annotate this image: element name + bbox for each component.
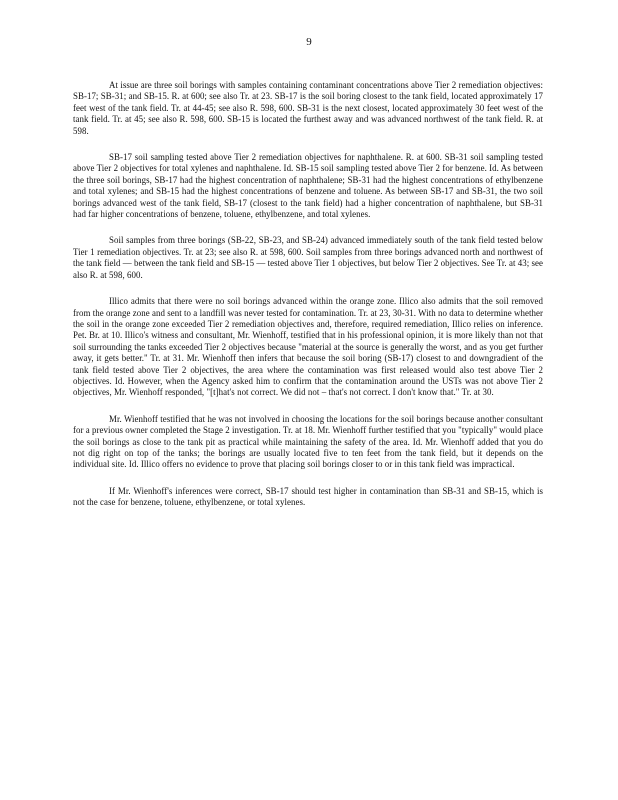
paragraph-inferences: If Mr. Wienhoff's inferences were correct, SB-17 should test higher in contamination than SB-31 and SB-15, which is not the case for benzene, toluene, ethylbenzene, or total xylenes. (73, 485, 543, 508)
body-text (73, 80, 543, 509)
paragraph-sampling-results: SB-17 soil sampling tested above Tier 2 remediation objectives for naphthalene. R. at 600. SB-31 soil sampling tested above Tier 2 objectives for total xylenes and naphthalene. Id. SB-15 soil sampling tested above Tier 2 for benzene. Id. As between the three soil borings, SB-17 had the highest concentration of naphthalene; SB-31 had the highest concentrations of ethylbenzene and total xylenes; and SB-15 had the highest concentrations of benzene and toluene. As between SB-17 and SB-31, the two soil borings advanced west of the tank field, SB-17 (closest to the tank field) had a higher concentration of naphthalene, but SB-31 had far higher concentrations of benzene, toluene, ethylbenzene, and total xylenes. (73, 152, 543, 220)
paragraph-orange-zone: Illico admits that there were no soil borings advanced within the orange zone. Illico also admits that the soil removed from the orange zone and sent to a landfill was never tested for contamination. Tr. at 23, 30-31. With no data to determine whether the soil in the orange zone exceeded Tier 2 remediation objectives and, therefore, required remediation, Illico relies on inference. Pet. Br. at 10. Illico's witness and consultant, Mr. Wienhoff, testified that in his professional opinion, it is more likely than not that soil surrounding the tanks exceeded Tier 2 objectives because "material at the source is generally the worst, and as you get further away, it gets better." Tr. at 31. Mr. Wienhoff then infers that because the soil boring (SB-17) closest to and downgradient of the tank field tested above Tier 2 objectives, the area where the contamination was first released would also test above Tier 2 objectives. Id. However, when the Agency asked him to confirm that the contamination around the USTs was not above Tier 2 objectives, Mr. Wienhoff responded, "[t]hat's not correct. We did not – that's not correct. I don't know that." Tr. at 30. (73, 296, 543, 398)
paragraph-other-borings: Soil samples from three borings (SB-22, SB-23, and SB-24) advanced immediately south of the tank field tested below Tier 1 remediation objectives. Tr. at 23; see also R. at 598, 600. Soil samples from three borings advanced north and northwest of the tank field — between the tank field and SB-15 — tested above Tier 1 objectives, but below Tier 2 objectives. See Tr. at 43; see also R. at 598, 600. (73, 235, 543, 280)
page-number: 9 (306, 36, 312, 48)
paragraph-boring-locations: Mr. Wienhoff testified that he was not involved in choosing the locations for the soil borings because another consultant for a previous owner completed the Stage 2 investigation. Tr. at 18. Mr. Wienhoff further testified that you "typically" would place the soil borings as close to the tank pit as practical while maintaining the safety of the area. Id. Mr. Wienhoff added that you do not dig right on top of the tanks; the borings are usually located five to ten feet from the tank field, but it depends on the individual site. Id. Illico offers no evidence to prove that placing soil borings closer to or in this tank field was impractical. (73, 413, 543, 470)
paragraph-soil-borings-at-issue: At issue are three soil borings with samples containing contaminant concentrations above Tier 2 remediation objectives: SB-17; SB-31; and SB-15. R. at 600; see also Tr. at 23. SB-17 is the soil boring closest to the tank field, located approximately 17 feet west of the tank field. Tr. at 44-45; see also R. 598, 600. SB-31 is the next closest, located approximately 30 feet west of the tank field. Tr. at 45; see also R. 598, 600. SB-15 is located the furthest away and was advanced northwest of the tank field. R. at 598. (73, 80, 543, 136)
